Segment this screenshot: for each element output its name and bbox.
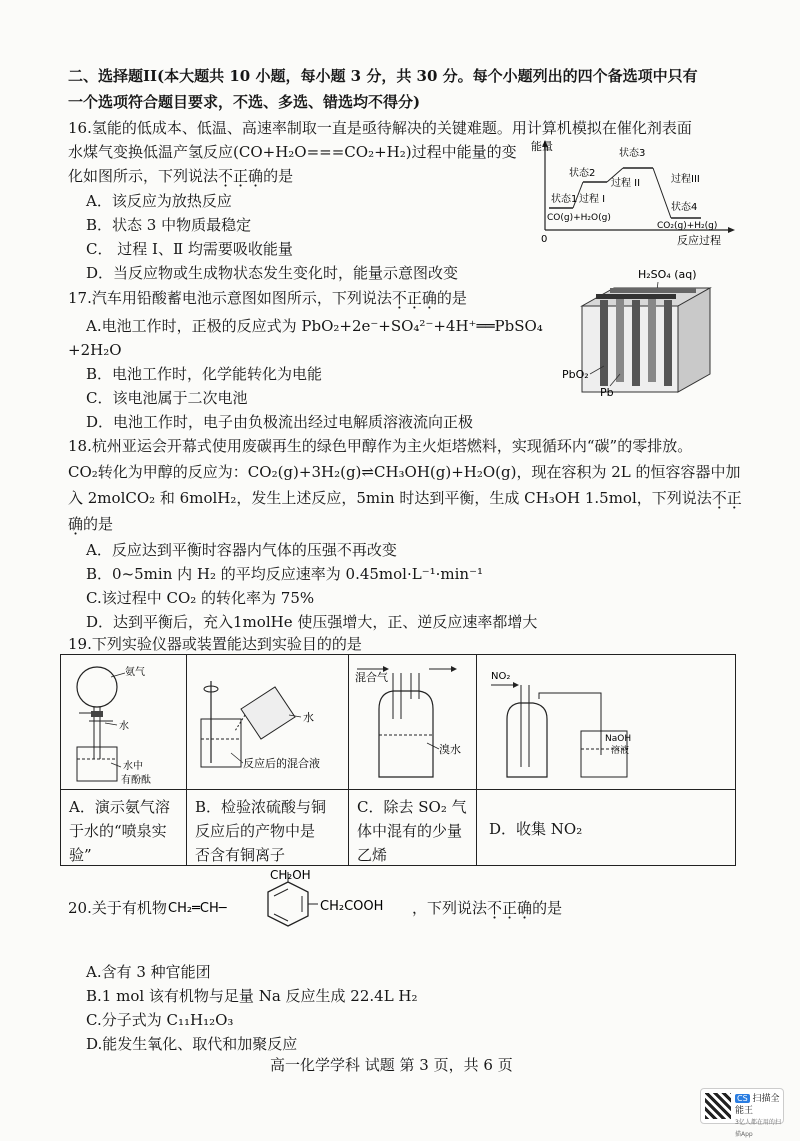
cell-a-line2: 于水的“喷泉实 [69, 822, 167, 840]
table-cell-b [187, 655, 349, 865]
q17-option-c: C．该电池属于二次电池 [86, 389, 248, 407]
process1-label: 过程 I [579, 194, 606, 205]
plate [600, 300, 608, 386]
struct-top-group: CH₂OH [270, 868, 311, 882]
organic-structure [168, 868, 408, 950]
cell-a-line1: A．演示氨气溶 [69, 798, 170, 816]
q20-option-d: D.能发生氧化、取代和加聚反应 [86, 1035, 298, 1053]
mixed-liquid-label: 反应后的混合液 [243, 757, 320, 770]
q20-option-a: A.含有 3 种官能团 [86, 963, 211, 981]
table-cell-d [477, 655, 735, 865]
q20-stem-pre: 20.关于有机物 [68, 899, 167, 917]
q18-stem-line3 [68, 486, 742, 510]
q18-option-a: A．反应达到平衡时容器内气体的压强不再改变 [86, 541, 397, 559]
gas-collection-apparatus [481, 659, 731, 787]
badge-subtitle: 3亿人都在用的扫描App [735, 1119, 781, 1138]
q17-option-b: B．电池工作时，化学能转化为电能 [86, 365, 323, 383]
state1-label: 状态1 [551, 194, 578, 205]
fountain-apparatus [65, 659, 183, 787]
dilution-apparatus [191, 659, 345, 787]
arrow-head [513, 682, 519, 688]
q20-stem-tail: 的是 [532, 899, 563, 917]
q17-stem [68, 286, 467, 310]
plate [632, 300, 640, 386]
cell-c-line2: 体中混有的少量 [357, 822, 463, 840]
emphasis-char: 正 [726, 489, 742, 507]
q18-option-c: C.该过程中 CO₂ 的转化率为 75% [86, 589, 315, 607]
q17-option-d: D．电池工作时，电子由负极流出经过电解质溶液流向正极 [86, 413, 474, 431]
emphasis-char: 正 [406, 289, 422, 307]
emphasis-char: 确 [421, 289, 437, 307]
q16-stem3-post: 的是 [263, 167, 294, 185]
q20-option-b: B.1 mol 该有机物与足量 Na 反应生成 22.4L H₂ [86, 987, 418, 1005]
table-cell-a [61, 655, 187, 865]
process3-line [653, 168, 671, 218]
x-axis-arrow [728, 227, 735, 233]
collection-bottle [507, 703, 547, 777]
plate [648, 296, 656, 382]
no2-label: NO₂ [491, 671, 511, 682]
gas-washing-bottle [379, 691, 433, 777]
state2-label: 状态2 [569, 168, 596, 179]
q16-option-c: C． 过程 Ⅰ、Ⅱ 均需要吸收能量 [86, 240, 293, 258]
cell-d-text [489, 817, 582, 841]
reactants-label: CO(g)+H₂O(g) [547, 213, 611, 223]
q16-stem3-pre: 化如图所示，下列说法 [68, 167, 219, 185]
water-label: 水 [119, 721, 129, 732]
badge-text [735, 1093, 783, 1141]
q19-table [60, 654, 736, 866]
q18-stem-line4 [68, 512, 113, 536]
energy-diagram [525, 138, 740, 250]
emphasis-char: 不 [218, 167, 234, 185]
outlet-tube [539, 693, 601, 755]
label-pointer [111, 763, 121, 767]
origin-label: 0 [541, 234, 548, 245]
state4-label: 状态4 [671, 202, 698, 213]
water-phenol-label2: 有酚酞 [121, 775, 151, 786]
outlet-tube [411, 673, 419, 699]
q19-stem: 19.下列实验仪器或装置能达到实验目的的是 [68, 635, 362, 653]
pouring-stream [235, 715, 245, 731]
plate [616, 296, 624, 382]
emphasis-char: 确 [517, 899, 533, 917]
q16-stem-line2: 水煤气变换低温产氢反应(CO+H₂O===CO₂+H₂)过程中能量的变 [68, 143, 517, 161]
round-flask [77, 667, 117, 707]
beaker [201, 719, 241, 767]
q17-stem-pre: 17.汽车用铅酸蓄电池示意图如图所示，下列说法 [68, 289, 392, 307]
water-phenol-label1: 水中 [123, 761, 143, 772]
naoh-label2: 溶液 [611, 746, 630, 756]
process3-label: 过程III [671, 174, 700, 185]
q18-stem-line2: CO₂转化为甲醇的反应为：CO₂(g)+3H₂(g)⇌CH₃OH(g)+H₂O(g)，现在容积为 2L 的恒容容器中加 [68, 463, 741, 481]
q20-stem-post-pre: ，下列说法 [412, 899, 488, 917]
inlet-tube [393, 673, 401, 719]
q16-option-a: A．该反应为放热反应 [86, 192, 232, 210]
q16-stem-line3 [68, 164, 293, 188]
stopper [91, 711, 103, 717]
cs-logo-icon: CS [737, 1094, 748, 1103]
cell-a-text [69, 795, 170, 867]
struct-right-group: CH₂COOH [320, 899, 384, 914]
page-footer: 高一化学学科 试题 第 3 页，共 6 页 [270, 1056, 513, 1074]
q16-option-b: B．状态 3 中物质最稳定 [86, 216, 252, 234]
connector-bar [610, 288, 696, 293]
process2-label: 过程 II [611, 178, 641, 189]
gas-washing-apparatus [353, 659, 473, 787]
q18-stem-line1: 18.杭州亚运会开幕式使用废碳再生的绿色甲醇作为主火炬塔燃料，实现循环内“碳”的零排放。 [68, 437, 693, 455]
emphasis-char: 不 [391, 289, 407, 307]
q16-option-d: D．当反应物或生成物状态发生变化时，能量示意图改变 [86, 264, 459, 282]
beaker [77, 747, 117, 781]
battery-figure [560, 266, 738, 408]
x-axis-label: 反应过程 [677, 234, 721, 247]
struct-left-group: CH₂═CH─ [168, 901, 227, 916]
q18-stem3-pre: 入 2molCO₂ 和 6molH₂，发生上述反应，5min 时达到平衡，生成 CH₃OH 1.5mol，下列说法 [68, 489, 712, 507]
q18-option-b: B．0~5min 内 H₂ 的平均反应速率为 0.45mol·L⁻¹·min⁻¹ [86, 565, 484, 583]
state3-label: 状态3 [619, 148, 646, 159]
ring-double-bond [274, 889, 288, 896]
emphasis-char: 正 [233, 167, 249, 185]
emphasis-char: 正 [502, 899, 518, 917]
q16-stem-line1: 16.氢能的低成本、低温、高速率制取一直是亟待解决的关键难题。用计算机模拟在催化剂表面 [68, 119, 692, 137]
cell-b-line1: B．检验浓硫酸与铜 [195, 798, 327, 816]
cell-a-line3: 验” [69, 846, 92, 864]
q18-stem4-post: 的是 [83, 515, 114, 533]
q18-option-d: D．达到平衡后，充入1molHe 使压强增大，正、逆反应速率都增大 [86, 613, 538, 631]
emphasis-char: 确 [248, 167, 264, 185]
naoh-label1: NaOH [605, 734, 632, 744]
q20-stem-post [412, 896, 562, 920]
cell-c-line1: C．除去 SO₂ 气 [357, 798, 467, 816]
battery-front [582, 306, 678, 392]
arrow-head [451, 666, 457, 672]
emphasis-char: 不 [711, 489, 727, 507]
scanner-badge [700, 1088, 784, 1138]
table-cell-c [349, 655, 477, 865]
cell-b-line3: 否含有铜离子 [195, 846, 286, 864]
connector-bar [596, 294, 676, 299]
ammonia-label: 氨气 [125, 667, 145, 678]
pb-label: Pb [600, 386, 614, 399]
q17-stem-post: 的是 [436, 289, 467, 307]
emphasis-char: 不 [487, 899, 503, 917]
badge-title: 扫描全能王 [735, 1094, 780, 1116]
label-pointer [105, 723, 117, 725]
mixed-gas-label: 混合气 [355, 671, 388, 684]
q20-option-c: C.分子式为 C₁₁H₁₂O₃ [86, 1011, 234, 1029]
y-axis-label: 能量 [531, 140, 553, 153]
cell-d-line1: D．收集 NO₂ [489, 820, 583, 838]
cell-b-text [195, 795, 326, 867]
inlet-tube [521, 685, 529, 767]
products-label: CO₂(g)+H₂(g) [657, 221, 718, 231]
cell-b-line2: 反应后的产物中是 [195, 822, 316, 840]
emphasis-char: 确 [68, 515, 84, 533]
plate [664, 300, 672, 386]
q17-option-a-line2: +2H₂O [68, 341, 122, 359]
acid-label: H₂SO₄ (aq) [638, 268, 697, 281]
section-header-line1: 二、选择题II(本大题共 10 小题，每小题 3 分，共 30 分。每个小题列出的四个备选项中只有 [68, 67, 698, 85]
pbo2-label: PbO₂ [562, 368, 589, 381]
bromine-water-label: 溴水 [439, 743, 461, 756]
qr-code-icon [705, 1093, 731, 1119]
water2-label: 水 [303, 711, 314, 724]
q17-option-a-line1: A.电池工作时，正极的反应式为 PbO₂+2e⁻+SO₄²⁻+4H⁺══PbSO₄ [86, 317, 543, 335]
cell-c-text [357, 795, 467, 867]
tilted-beaker [241, 687, 295, 739]
section-header-line2: 一个选项符合题目要求，不选、多选、错选均不得分) [68, 93, 421, 111]
battery-side [678, 288, 710, 392]
cell-c-line3: 乙烯 [357, 846, 388, 864]
